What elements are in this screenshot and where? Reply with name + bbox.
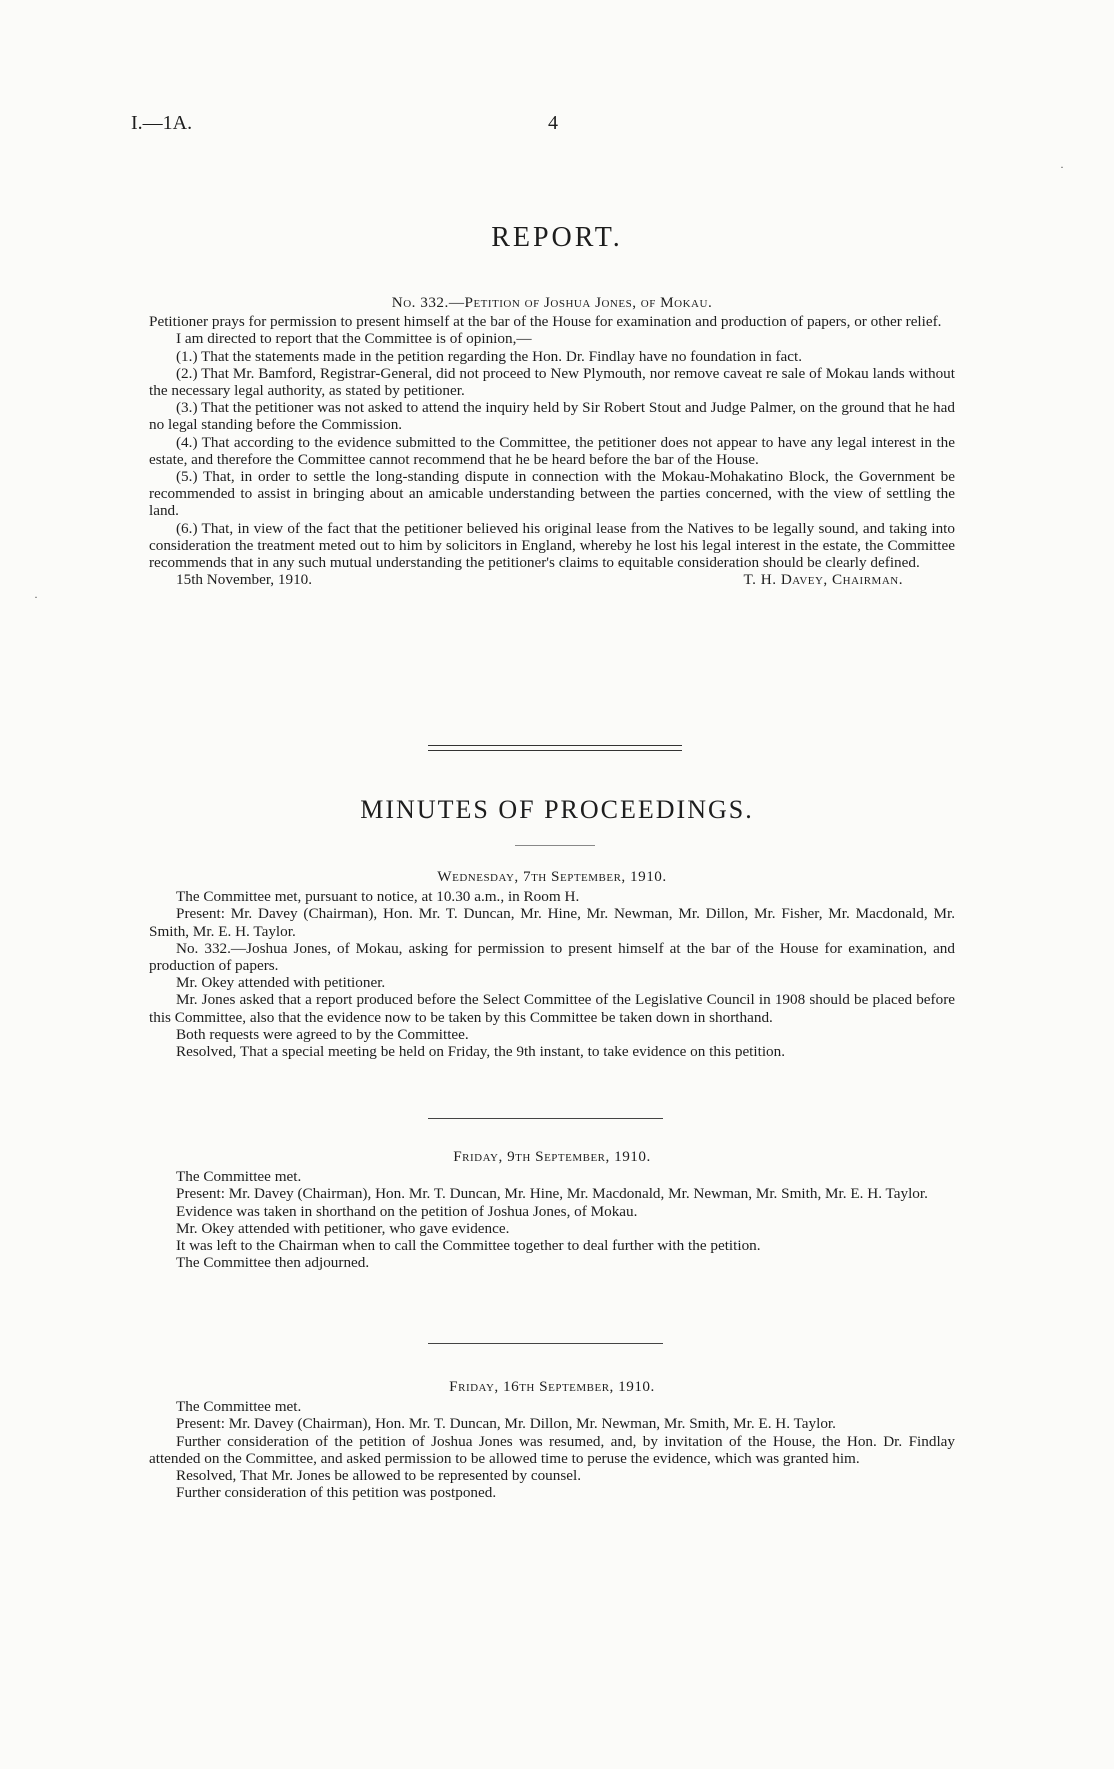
print-speck: · — [1060, 160, 1064, 174]
report-finding: (4.) That according to the evidence submitted to the Committee, the petitioner does not appear to have any legal interest in the estate, and therefore the Committee cannot recommend that he be heard before the bar of the House. — [149, 433, 955, 468]
report-finding: (6.) That, in view of the fact that the petitioner believed his original lease from the Natives to be legally sound, and taking into consideration the treatment meted out to him by solicitors in England, whereby he lost his legal interest in the estate, the Committee recommends that in any such mutual understanding the petitioner's claims to equitable consideration should be clearly defined. — [149, 519, 955, 572]
meeting-divider — [428, 1118, 663, 1119]
meeting-paragraph: Present: Mr. Davey (Chairman), Hon. Mr. T. Duncan, Mr. Dillon, Mr. Newman, Mr. Smith, Mr. E. H. Taylor. — [176, 1415, 836, 1433]
report-signatory: T. H. Davey, Chairman. — [743, 571, 903, 589]
meeting-divider — [428, 1343, 663, 1344]
report-intro: I am directed to report that the Committee is of opinion,— — [176, 330, 532, 348]
meeting-heading: Friday, 9th September, 1910. — [453, 1148, 651, 1165]
report-finding: (1.) That the statements made in the petition regarding the Hon. Dr. Findlay have no foundation in fact. — [176, 347, 803, 365]
meeting-paragraph: Both requests were agreed to by the Committee. — [176, 1025, 469, 1043]
meeting-paragraph: Resolved, That Mr. Jones be allowed to be represented by counsel. — [176, 1467, 582, 1485]
title-rule — [515, 845, 595, 846]
meeting-paragraph: No. 332.—Joshua Jones, of Mokau, asking for permission to present himself at the bar of the House for examination, and production of papers. — [149, 939, 955, 975]
meeting-paragraph: It was left to the Chairman when to call the Committee together to deal further with the petition. — [176, 1237, 761, 1255]
document-reference: I.—1A. — [131, 112, 193, 134]
minutes-meeting-1 — [149, 868, 955, 1060]
meeting-heading: Friday, 16th September, 1910. — [449, 1378, 655, 1395]
report-date: 15th November, 1910. — [176, 571, 313, 589]
meeting-paragraph: Further consideration of this petition was postponed. — [176, 1484, 497, 1502]
page-number: 4 — [548, 112, 558, 134]
print-speck: · — [34, 590, 38, 604]
report-body — [149, 294, 955, 588]
report-signature-line — [149, 571, 955, 588]
section-divider — [428, 745, 682, 751]
meeting-paragraph: Further consideration of the petition of Joshua Jones was resumed, and, by invitation of the House, the Hon. Dr. Findlay attended on the Committee, and asked permission to be allowed time to peruse the evidence, which was granted him. — [149, 1432, 955, 1467]
meeting-paragraph: Mr. Okey attended with petitioner, who gave evidence. — [176, 1219, 510, 1237]
meeting-paragraph: Resolved, That a special meeting be held on Friday, the 9th instant, to take evidence on this petition. — [176, 1043, 786, 1061]
minutes-meeting-3 — [149, 1378, 955, 1501]
report-title: REPORT. — [491, 222, 623, 253]
petition-heading: No. 332.—Petition of Joshua Jones, of Mokau. — [391, 294, 713, 311]
meeting-paragraph: The Committee then adjourned. — [176, 1254, 370, 1272]
report-finding: (2.) That Mr. Bamford, Registrar-General, did not proceed to New Plymouth, nor remove caveat re sale of Mokau lands without the necessary legal authority, as stated by petitioner. — [149, 364, 955, 400]
minutes-title: MINUTES OF PROCEEDINGS. — [360, 795, 754, 824]
report-finding: (3.) That the petitioner was not asked to attend the inquiry held by Sir Robert Stout and Judge Palmer, on the ground that he had no legal standing before the Commission. — [149, 399, 955, 434]
meeting-paragraph: The Committee met. — [176, 1168, 302, 1186]
petition-prayer: Petitioner prays for permission to present himself at the bar of the House for examination and production of papers, or other relief. — [149, 313, 942, 331]
meeting-paragraph: The Committee met. — [176, 1398, 302, 1416]
meeting-paragraph: The Committee met, pursuant to notice, at 10.30 a.m., in Room H. — [176, 888, 580, 906]
meeting-paragraph: Mr. Jones asked that a report produced before the Select Committee of the Legislative Council in 1908 should be placed before this Committee, also that the evidence now to be taken by this Committee be taken down in shorthand. — [149, 991, 955, 1026]
meeting-paragraph: Present: Mr. Davey (Chairman), Hon. Mr. T. Duncan, Mr. Hine, Mr. Macdonald, Mr. Newman, Mr. Smith, Mr. E. H. Taylor. — [176, 1185, 928, 1203]
report-finding: (5.) That, in order to settle the long-standing dispute in connection with the Mokau-Mohakatino Block, the Government be recommended to assist in bringing about an amicable understanding between the parties concerned, with the view of settling the land. — [149, 468, 955, 520]
minutes-meeting-2 — [149, 1148, 955, 1271]
meeting-paragraph: Mr. Okey attended with petitioner. — [176, 974, 386, 992]
meeting-paragraph: Evidence was taken in shorthand on the petition of Joshua Jones, of Mokau. — [176, 1202, 638, 1220]
meeting-paragraph: Present: Mr. Davey (Chairman), Hon. Mr. T. Duncan, Mr. Hine, Mr. Newman, Mr. Dillon, Mr. Fisher, Mr. Macdonald, Mr. Smith, Mr. E. H. Taylor. — [149, 905, 955, 940]
meeting-heading: Wednesday, 7th September, 1910. — [437, 868, 667, 885]
